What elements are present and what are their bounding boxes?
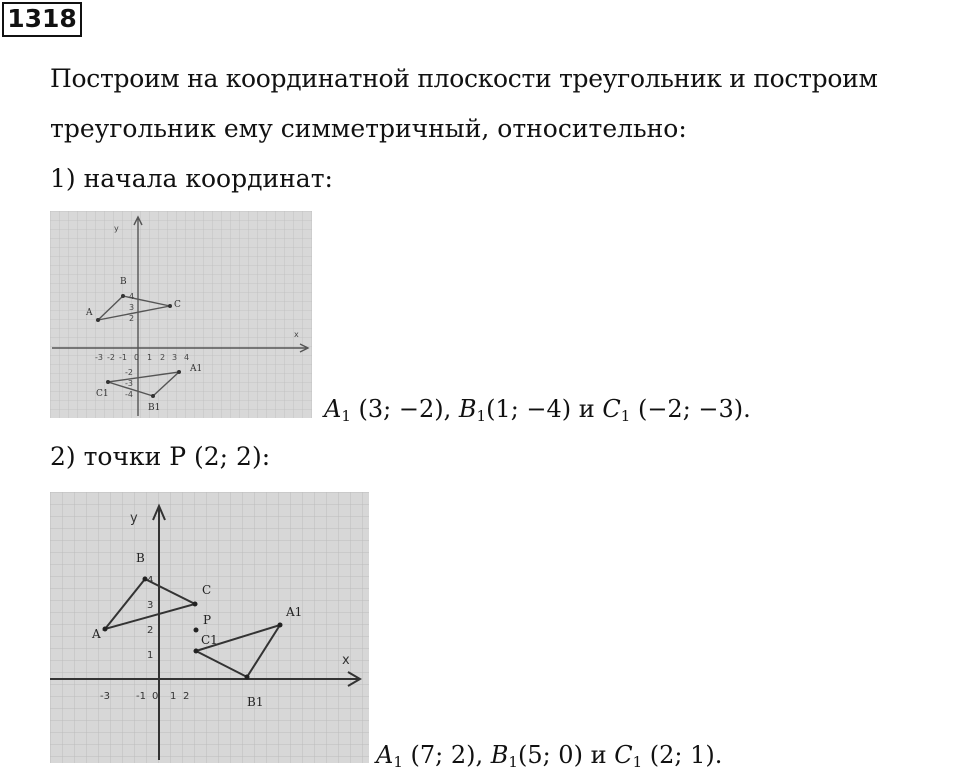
x-axis-label: x xyxy=(294,330,299,339)
tick-label: -1 xyxy=(136,691,146,702)
point-p xyxy=(194,628,199,633)
tick-label: 2 xyxy=(147,625,154,636)
intro-line-1: Построим на координатной плоскости треугольник и построим xyxy=(50,64,878,93)
point-a1-name: A xyxy=(376,741,394,769)
tick-label: 1 xyxy=(170,691,177,702)
point-label: C1 xyxy=(96,389,109,399)
point-label: P xyxy=(203,613,212,627)
subscript: 1 xyxy=(476,407,487,425)
subscript: 1 xyxy=(508,753,518,771)
tick-label: 3 xyxy=(147,600,154,611)
point-a1-coords: (3; −2), xyxy=(350,395,459,423)
point-a1-name: A xyxy=(324,395,342,423)
tick-label: -4 xyxy=(125,390,133,399)
point-b1-name: B xyxy=(458,395,477,423)
tick-label: -3 xyxy=(95,353,103,362)
point-c1-name: C xyxy=(614,741,633,769)
point-a1-coords: (7; 2), xyxy=(402,741,491,769)
tick-label: -2 xyxy=(125,368,133,377)
intro-line-2: треугольник ему симметричный, относительно: xyxy=(50,114,687,143)
sketch-point-symmetry xyxy=(50,492,369,763)
point-label: B1 xyxy=(247,695,264,709)
part-1-heading: 1) начала координат: xyxy=(50,164,333,193)
point-label: A1 xyxy=(190,364,203,374)
part-1-answer xyxy=(324,394,751,431)
tick-label: 3 xyxy=(129,303,135,312)
point-c1-coords: (−2; −3). xyxy=(630,395,751,423)
tick-label: 4 xyxy=(129,292,135,301)
tick-label: 2 xyxy=(129,314,135,323)
point-label: B1 xyxy=(148,403,161,413)
tick-label: 0 xyxy=(134,353,140,362)
subscript: 1 xyxy=(632,753,643,771)
tick-label: 3 xyxy=(172,353,178,362)
subscript: 1 xyxy=(393,753,403,771)
tick-label: 2 xyxy=(183,691,190,702)
tick-label: 0 xyxy=(152,691,159,702)
tick-label: 4 xyxy=(147,575,154,586)
x-axis-label: x xyxy=(342,653,350,668)
part-2-answer xyxy=(376,740,722,777)
problem-number: 1318 xyxy=(2,2,82,37)
subscript: 1 xyxy=(341,407,351,425)
point-label: C xyxy=(202,583,212,597)
point-label: C xyxy=(174,300,181,310)
point-label: A xyxy=(92,627,101,641)
tick-label: 4 xyxy=(184,353,190,362)
tick-label: -2 xyxy=(107,353,115,362)
point-b1-coords: (5; 0) и xyxy=(517,741,615,769)
tick-label: -3 xyxy=(100,691,110,702)
point-label: A1 xyxy=(286,605,303,619)
point-label: B xyxy=(120,277,127,287)
part-2-heading: 2) точки P (2; 2): xyxy=(50,442,271,471)
y-axis-label: y xyxy=(114,224,119,233)
point-c1-name: C xyxy=(602,395,621,423)
point-b1-coords: (1; −4) и xyxy=(486,395,603,423)
tick-label: 2 xyxy=(160,353,166,362)
tick-label: 1 xyxy=(147,353,153,362)
sketch-origin-symmetry xyxy=(50,211,312,418)
tick-label: 1 xyxy=(147,650,154,661)
tick-label: -1 xyxy=(119,353,127,362)
point-c1-coords: (2; 1). xyxy=(642,741,723,769)
tick-label: -3 xyxy=(125,379,133,388)
point-label: B xyxy=(136,551,145,565)
y-axis-label: y xyxy=(130,511,138,526)
subscript: 1 xyxy=(620,407,631,425)
point-label: C1 xyxy=(201,633,218,647)
point-label: A xyxy=(86,308,93,318)
point-b1-name: B xyxy=(490,741,509,769)
